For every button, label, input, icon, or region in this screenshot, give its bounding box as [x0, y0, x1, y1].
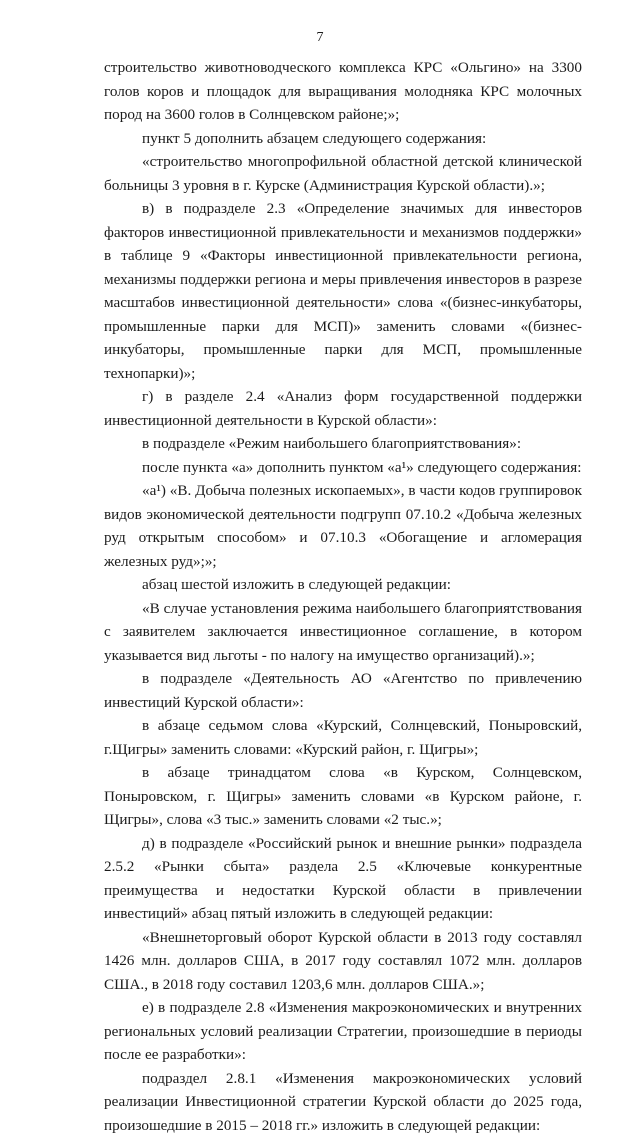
paragraph-14: д) в подразделе «Российский рынок и внешние рынки» подраздела 2.5.2 «Рынки сбыта» раздела 2.5 «Ключевые конкурентные преимущества и недостатки Курской области в привлечении инвестиций» абзац пятый изложить в следующей редакции: [104, 832, 582, 926]
paragraph-9: абзац шестой изложить в следующей редакции: [104, 573, 582, 597]
paragraph-16: е) в подразделе 2.8 «Изменения макроэкономических и внутренних региональных условий реализации Стратегии, произошедшие в периоды после ее разработки»: [104, 996, 582, 1067]
paragraph-12: в абзаце седьмом слова «Курский, Солнцевский, Поныровский, г.Щигры» заменить словами: «Курский район, г. Щигры»; [104, 714, 582, 761]
paragraph-15: «Внешнеторговый оборот Курской области в 2013 году составлял 1426 млн. долларов США, в 2017 году составлял 1072 млн. долларов США., в 2018 году составил 1203,6 млн. долларов США.»; [104, 926, 582, 997]
document-body [104, 56, 582, 1137]
paragraph-3: «строительство многопрофильной областной детской клинической больницы 3 уровня в г. Курске (Администрация Курской области).»; [104, 150, 582, 197]
paragraph-1: строительство животноводческого комплекса КРС «Ольгино» на 3300 голов коров и площадок для выращивания молодняка КРС молочных пород на 3600 голов в Солнцевском районе;»; [104, 56, 582, 127]
paragraph-8: «а¹) «В. Добыча полезных ископаемых», в части кодов группировок видов экономической деятельности подгрупп 07.10.2 «Добыча железных руд открытым способом» и 07.10.3 «Обогащение и агломерация железных руд»;»; [104, 479, 582, 573]
paragraph-6: в подразделе «Режим наибольшего благоприятствования»: [104, 432, 582, 456]
paragraph-10: «В случае установления режима наибольшего благоприятствования с заявителем заключается инвестиционное соглашение, в котором указывается вид льготы - по налогу на имущество организаций).»; [104, 597, 582, 668]
paragraph-2: пункт 5 дополнить абзацем следующего содержания: [104, 127, 582, 151]
paragraph-17: подраздел 2.8.1 «Изменения макроэкономических условий реализации Инвестиционной стратегии Курской области до 2025 года, произошедшие в 2015 – 2018 гг.» изложить в следующей редакции: [104, 1067, 582, 1137]
page-number: 7 [0, 26, 640, 50]
paragraph-7: после пункта «а» дополнить пунктом «а¹» следующего содержания: [104, 456, 582, 480]
paragraph-13: в абзаце тринадцатом слова «в Курском, Солнцевском, Поныровском, г. Щигры» заменить словами «в Курском районе, г. Щигры», слова «3 тыс.» заменить словами «2 тыс.»; [104, 761, 582, 832]
paragraph-4: в) в подразделе 2.3 «Определение значимых для инвесторов факторов инвестиционной привлекательности и механизмов поддержки» в таблице 9 «Факторы инвестиционной привлекательности региона, механизмы поддержки региона и меры привлечения инвесторов в разрезе масштабов инвестиционной деятельности» слова «(бизнес-инкубаторы, промышленные парки для МСП)» заменить словами «(бизнес-инкубаторы, промышленные парки для МСП, промышленные технопарки)»; [104, 197, 582, 385]
paragraph-5: г) в разделе 2.4 «Анализ форм государственной поддержки инвестиционной деятельности в Курской области»: [104, 385, 582, 432]
paragraph-11: в подразделе «Деятельность АО «Агентство по привлечению инвестиций Курской области»: [104, 667, 582, 714]
